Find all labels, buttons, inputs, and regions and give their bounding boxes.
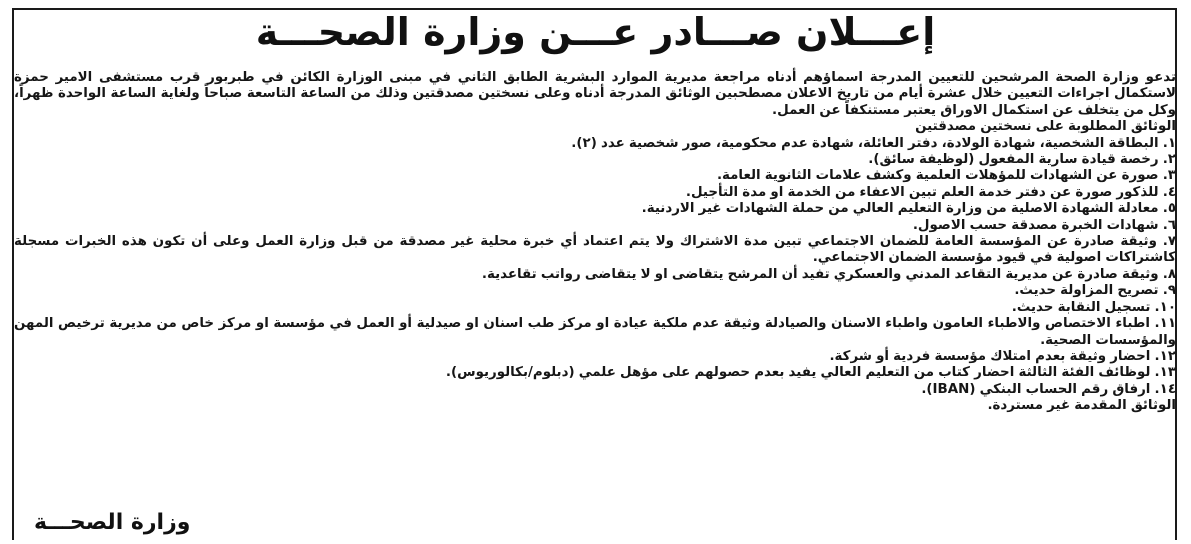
document-item-10: ١٠. تسجيل النقابة حديث.	[1011, 299, 1176, 315]
document-item-6: ٦. شهادات الخبرة مصدقة حسب الاصول.	[912, 217, 1176, 233]
announcement-body	[14, 70, 1176, 415]
announcement-title: إعـــلان صـــادر عـــن وزارة الصحـــة	[255, 10, 936, 54]
document-item-13: ١٣. لوظائف الفئة الثالثة احضار كتاب من التعليم العالي يفيد بعدم حصولهم على مؤهل علمي (دبلوم/بكالوريوس).	[445, 365, 1176, 381]
documents-heading: الوثائق المطلوبة على نسختين مصدقتين	[915, 119, 1176, 135]
document-item-9: ٩. تصريح المزاولة حديث.	[1014, 283, 1176, 299]
document-item-8: ٨. وثيقة صادرة عن مديرية التقاعد المدني والعسكري تفيد أن المرشح يتقاضى او لا يتقاضى رواتب تقاعدية.	[481, 266, 1176, 282]
intro-paragraph: تدعو وزارة الصحة المرشحين للتعيين المدرجة اسماؤهم أدناه مراجعة مديرية الموارد البشرية الطابق الثاني في مبنى الوزارة الكائن في طبربور قرب مستشفى الامير حمزة لاستكمال اجراءات التعيين خلال عشرة أيام من تاريخ الاعلان مصطحبين الوثائق المدرجة أدناه وعلى نسختين مصدقتين وذلك من الساعة التاسعة صباحاً ولغاية الساعة الواحدة ظهراً، وكل من يتخلف عن استكمال الاوراق يعتبر مستنكفاً عن العمل.	[14, 70, 1176, 118]
document-item-14: ١٤. ارفاق رقم الحساب البنكي (IBAN).	[921, 381, 1176, 397]
ministry-signature: وزارة الصحـــة	[34, 510, 191, 535]
document-item-11: ١١. اطباء الاختصاص والاطباء العامون واطباء الاسنان والصيادلة وثيقة عدم ملكية عيادة او مركز طب اسنان او صيدلية أو العمل في مؤسسة او مركز خاص من مديرية ترخيص المهن والمؤسسات الصحية.	[14, 316, 1176, 348]
document-item-4: ٤. للذكور صورة عن دفتر خدمة العلم تبين الاعفاء من الخدمة او مدة التأجيل.	[685, 184, 1176, 200]
document-item-5: ٥. معادلة الشهادة الاصلية من وزارة التعليم العالي من حملة الشهادات غير الاردنية.	[641, 201, 1176, 217]
document-item-1: ١. البطاقة الشخصية، شهادة الولادة، دفتر العائلة، شهادة عدم محكومية، صور شخصية عدد (٢).	[571, 135, 1176, 151]
document-item-7: ٧. وثيقة صادرة عن المؤسسة العامة للضمان الاجتماعي تبين مدة الاشتراك ولا يتم اعتماد أي خبرة محلية غير مصدقة من قبل وزارة العمل وعلى أن تكون هذه الخبرات مسجلة كاشتراكات اصولية في قيود مؤسسة الضمان الاجتماعي.	[14, 234, 1176, 266]
document-item-2: ٢. رخصة قيادة سارية المفعول (لوظيفة سائق).	[868, 152, 1176, 168]
document-item-3: ٣. صورة عن الشهادات للمؤهلات العلمية وكشف علامات الثانوية العامة.	[716, 168, 1176, 184]
footer-note: الوثائق المقدمة غير مستردة.	[987, 398, 1176, 414]
documents-list	[14, 136, 1176, 399]
document-item-12: ١٢. احضار وثيقة بعدم امتلاك مؤسسة فردية أو شركة.	[829, 348, 1176, 364]
